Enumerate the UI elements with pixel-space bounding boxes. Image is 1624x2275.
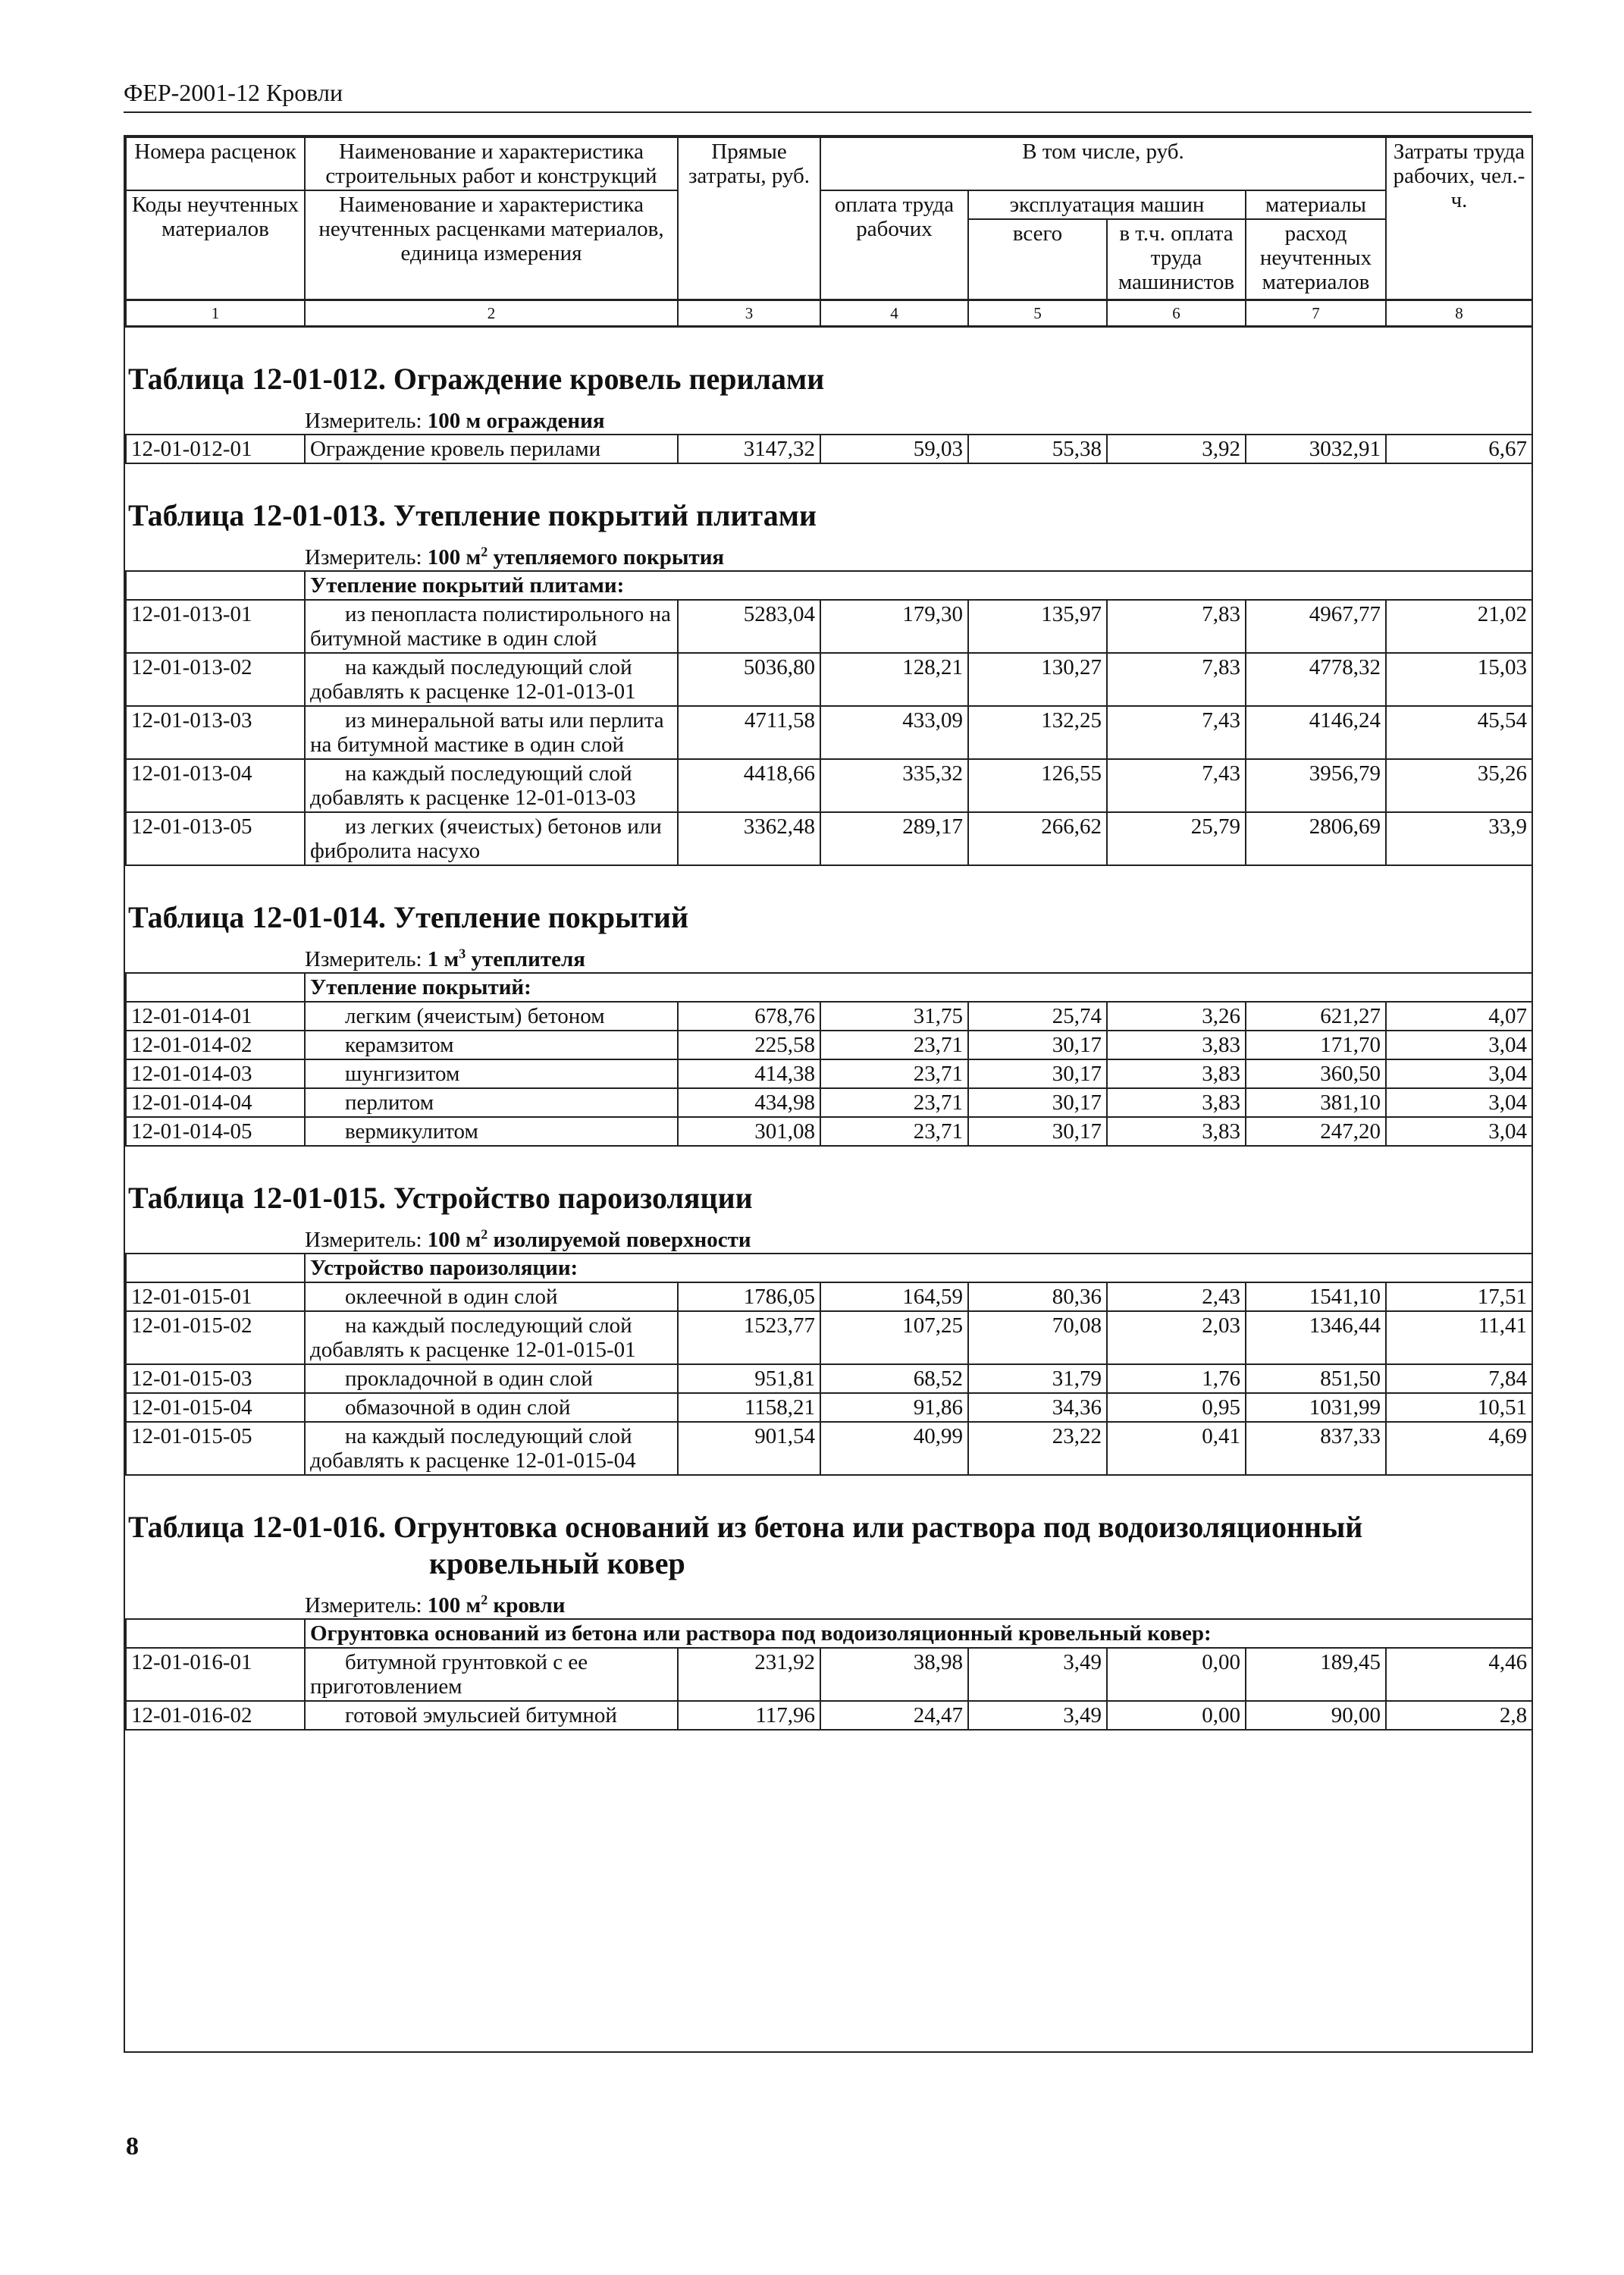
group-row xyxy=(126,973,1532,1002)
rate-name: битумной грунтовкой с ее приготовлением xyxy=(305,1648,678,1701)
operator-pay: 0,00 xyxy=(1107,1701,1246,1730)
worker-pay: 23,71 xyxy=(820,1031,968,1059)
direct-costs: 225,58 xyxy=(678,1031,820,1059)
rate-code: 12-01-014-05 xyxy=(126,1117,305,1146)
operator-pay: 3,83 xyxy=(1107,1059,1246,1088)
table-row xyxy=(126,1393,1532,1422)
col-header-including: В том числе, руб. xyxy=(820,137,1386,190)
rate-name: обмазочной в один слой xyxy=(305,1393,678,1422)
rate-tables xyxy=(125,361,1532,1731)
group-heading: Устройство пароизоляции: xyxy=(305,1254,1532,1282)
direct-costs: 3147,32 xyxy=(678,435,820,463)
materials-cost: 247,20 xyxy=(1246,1117,1386,1146)
unit-value: 1 м xyxy=(427,947,459,971)
col-number: 3 xyxy=(678,300,820,327)
labor-hours: 10,51 xyxy=(1386,1393,1532,1422)
col-header-unaccounted-materials: расход неучтенных материалов xyxy=(1246,219,1386,300)
rate-code: 12-01-015-02 xyxy=(126,1311,305,1364)
table-row xyxy=(126,600,1532,653)
unit-of-measure xyxy=(125,544,1532,570)
labor-hours: 21,02 xyxy=(1386,600,1532,653)
worker-pay: 107,25 xyxy=(820,1311,968,1364)
rate-code: 12-01-013-01 xyxy=(126,600,305,653)
operator-pay: 7,83 xyxy=(1107,600,1246,653)
materials-cost: 837,33 xyxy=(1246,1422,1386,1475)
materials-cost: 1346,44 xyxy=(1246,1311,1386,1364)
group-heading: Утепление покрытий плитами: xyxy=(305,571,1532,600)
col-header-material-codes: Коды неучтенных материалов xyxy=(126,190,305,300)
rate-name: на каждый последующий слой добавлять к расценке 12-01-013-03 xyxy=(305,759,678,812)
direct-costs: 301,08 xyxy=(678,1117,820,1146)
table-title xyxy=(125,361,1532,397)
rate-name: из пенопласта полистирольного на битумной мастике в один слой xyxy=(305,600,678,653)
col-header-material-name: Наименование и характеристика неучтенных расценками материалов, единица измерения xyxy=(305,190,678,300)
rate-name: на каждый последующий слой добавлять к расценке 12-01-015-04 xyxy=(305,1422,678,1475)
unit-label: Измеритель: xyxy=(305,409,428,433)
machines-total: 266,62 xyxy=(968,812,1107,865)
materials-cost: 4146,24 xyxy=(1246,706,1386,759)
table-row xyxy=(126,1648,1532,1701)
table-row xyxy=(126,1059,1532,1088)
worker-pay: 179,30 xyxy=(820,600,968,653)
rate-name: из минеральной ваты или перлита на битумной мастике в один слой xyxy=(305,706,678,759)
unit-value: 100 м xyxy=(427,545,481,570)
operator-pay: 3,83 xyxy=(1107,1117,1246,1146)
rate-name: легким (ячеистым) бетоном xyxy=(305,1002,678,1031)
machines-total: 130,27 xyxy=(968,653,1107,706)
table-title xyxy=(125,1180,1532,1216)
labor-hours: 35,26 xyxy=(1386,759,1532,812)
machines-total: 25,74 xyxy=(968,1002,1107,1031)
unit-label: Измеритель: xyxy=(305,1593,428,1618)
rate-code: 12-01-015-03 xyxy=(126,1364,305,1393)
worker-pay: 38,98 xyxy=(820,1648,968,1701)
direct-costs: 414,38 xyxy=(678,1059,820,1088)
table-row xyxy=(126,1002,1532,1031)
direct-costs: 434,98 xyxy=(678,1088,820,1117)
materials-cost: 90,00 xyxy=(1246,1701,1386,1730)
rate-code: 12-01-013-05 xyxy=(126,812,305,865)
operator-pay: 3,26 xyxy=(1107,1002,1246,1031)
machines-total: 126,55 xyxy=(968,759,1107,812)
table-title-text: Таблица 12-01-014. Утепление покрытий xyxy=(128,900,689,934)
labor-hours: 3,04 xyxy=(1386,1088,1532,1117)
unit-of-measure xyxy=(125,1592,1532,1618)
labor-hours: 6,67 xyxy=(1386,435,1532,463)
group-row xyxy=(126,1619,1532,1648)
machines-total: 30,17 xyxy=(968,1117,1107,1146)
direct-costs: 5283,04 xyxy=(678,600,820,653)
price-sheet xyxy=(124,135,1533,2053)
rate-name: шунгизитом xyxy=(305,1059,678,1088)
rate-code: 12-01-015-04 xyxy=(126,1393,305,1422)
direct-costs: 678,76 xyxy=(678,1002,820,1031)
direct-costs: 117,96 xyxy=(678,1701,820,1730)
direct-costs: 4711,58 xyxy=(678,706,820,759)
worker-pay: 164,59 xyxy=(820,1282,968,1311)
group-spacer xyxy=(126,1619,305,1648)
worker-pay: 23,71 xyxy=(820,1059,968,1088)
col-number: 4 xyxy=(820,300,968,327)
machines-total: 132,25 xyxy=(968,706,1107,759)
direct-costs: 1523,77 xyxy=(678,1311,820,1364)
table-title xyxy=(125,899,1532,936)
operator-pay: 0,41 xyxy=(1107,1422,1246,1475)
rate-code: 12-01-013-04 xyxy=(126,759,305,812)
col-header-work-name: Наименование и характеристика строительных работ и конструкций xyxy=(305,137,678,190)
direct-costs: 3362,48 xyxy=(678,812,820,865)
col-header-materials: материалы xyxy=(1246,190,1386,219)
direct-costs: 5036,80 xyxy=(678,653,820,706)
unit-label: Измеритель: xyxy=(305,947,428,971)
table-row xyxy=(126,812,1532,865)
worker-pay: 68,52 xyxy=(820,1364,968,1393)
unit-description: кровли xyxy=(488,1593,566,1618)
rate-table xyxy=(125,1618,1533,1731)
unit-value: 100 м xyxy=(427,1593,481,1618)
operator-pay: 3,83 xyxy=(1107,1088,1246,1117)
rate-code: 12-01-014-02 xyxy=(126,1031,305,1059)
rate-table-section xyxy=(125,899,1532,1147)
machines-total: 30,17 xyxy=(968,1088,1107,1117)
group-row xyxy=(126,1254,1532,1282)
unit-label: Измеритель: xyxy=(305,545,428,570)
labor-hours: 17,51 xyxy=(1386,1282,1532,1311)
table-row xyxy=(126,1117,1532,1146)
group-spacer xyxy=(126,973,305,1002)
operator-pay: 0,00 xyxy=(1107,1648,1246,1701)
unit-of-measure xyxy=(125,946,1532,972)
col-header-machines-total: всего xyxy=(968,219,1107,300)
labor-hours: 4,69 xyxy=(1386,1422,1532,1475)
col-header-worker-pay: оплата труда рабочих xyxy=(820,190,968,300)
table-title-text: Таблица 12-01-012. Ограждение кровель перилами xyxy=(128,362,825,396)
table-title-text: Таблица 12-01-016. Огрунтовка оснований из бетона или раствора под водоизоляционный xyxy=(128,1510,1363,1544)
materials-cost: 851,50 xyxy=(1246,1364,1386,1393)
rate-code: 12-01-014-03 xyxy=(126,1059,305,1088)
col-header-direct-costs: Прямые затраты, руб. xyxy=(678,137,820,300)
worker-pay: 433,09 xyxy=(820,706,968,759)
machines-total: 80,36 xyxy=(968,1282,1107,1311)
rate-name: готовой эмульсией битумной xyxy=(305,1701,678,1730)
worker-pay: 91,86 xyxy=(820,1393,968,1422)
materials-cost: 4778,32 xyxy=(1246,653,1386,706)
table-row xyxy=(126,653,1532,706)
unit-of-measure xyxy=(125,1227,1532,1253)
operator-pay: 7,43 xyxy=(1107,706,1246,759)
rate-code: 12-01-014-04 xyxy=(126,1088,305,1117)
materials-cost: 189,45 xyxy=(1246,1648,1386,1701)
table-row xyxy=(126,1031,1532,1059)
table-title-text: Таблица 12-01-013. Утепление покрытий плитами xyxy=(128,498,817,532)
operator-pay: 7,83 xyxy=(1107,653,1246,706)
rate-name: из легких (ячеистых) бетонов или фибролита насухо xyxy=(305,812,678,865)
unit-label: Измеритель: xyxy=(305,1228,428,1252)
table-row xyxy=(126,706,1532,759)
rate-code: 12-01-016-01 xyxy=(126,1648,305,1701)
operator-pay: 2,43 xyxy=(1107,1282,1246,1311)
direct-costs: 901,54 xyxy=(678,1422,820,1475)
machines-total: 135,97 xyxy=(968,600,1107,653)
rate-code: 12-01-015-05 xyxy=(126,1422,305,1475)
worker-pay: 24,47 xyxy=(820,1701,968,1730)
labor-hours: 4,46 xyxy=(1386,1648,1532,1701)
group-row xyxy=(126,571,1532,600)
materials-cost: 360,50 xyxy=(1246,1059,1386,1088)
operator-pay: 1,76 xyxy=(1107,1364,1246,1393)
direct-costs: 231,92 xyxy=(678,1648,820,1701)
table-row xyxy=(126,1088,1532,1117)
group-spacer xyxy=(126,1254,305,1282)
labor-hours: 7,84 xyxy=(1386,1364,1532,1393)
rate-code: 12-01-016-02 xyxy=(126,1701,305,1730)
machines-total: 55,38 xyxy=(968,435,1107,463)
group-spacer xyxy=(126,571,305,600)
col-header-labor-costs: Затраты труда рабочих, чел.-ч. xyxy=(1386,137,1532,300)
column-header-table xyxy=(125,136,1533,328)
operator-pay: 3,83 xyxy=(1107,1031,1246,1059)
col-number: 2 xyxy=(305,300,678,327)
rate-name: на каждый последующий слой добавлять к расценке 12-01-013-01 xyxy=(305,653,678,706)
col-number: 1 xyxy=(126,300,305,327)
materials-cost: 3956,79 xyxy=(1246,759,1386,812)
rate-table xyxy=(125,1253,1533,1476)
col-header-rate-numbers: Номера расценок xyxy=(126,137,305,190)
col-header-operator-pay: в т.ч. оплата труда машинистов xyxy=(1107,219,1246,300)
machines-total: 3,49 xyxy=(968,1648,1107,1701)
unit-description: изолируемой поверхности xyxy=(488,1228,751,1252)
rate-name: перлитом xyxy=(305,1088,678,1117)
worker-pay: 128,21 xyxy=(820,653,968,706)
labor-hours: 3,04 xyxy=(1386,1117,1532,1146)
rate-table-section xyxy=(125,1180,1532,1476)
materials-cost: 621,27 xyxy=(1246,1002,1386,1031)
rate-table xyxy=(125,570,1533,866)
rate-code: 12-01-014-01 xyxy=(126,1002,305,1031)
worker-pay: 289,17 xyxy=(820,812,968,865)
unit-exponent: 2 xyxy=(481,544,488,560)
unit-description: утепляемого покрытия xyxy=(488,545,725,570)
worker-pay: 335,32 xyxy=(820,759,968,812)
labor-hours: 3,04 xyxy=(1386,1031,1532,1059)
materials-cost: 1031,99 xyxy=(1246,1393,1386,1422)
machines-total: 30,17 xyxy=(968,1059,1107,1088)
labor-hours: 3,04 xyxy=(1386,1059,1532,1088)
operator-pay: 0,95 xyxy=(1107,1393,1246,1422)
rate-table xyxy=(125,434,1533,464)
materials-cost: 2806,69 xyxy=(1246,812,1386,865)
labor-hours: 2,8 xyxy=(1386,1701,1532,1730)
materials-cost: 381,10 xyxy=(1246,1088,1386,1117)
unit-of-measure xyxy=(125,408,1532,434)
col-header-machines: эксплуатация машин xyxy=(968,190,1246,219)
table-row xyxy=(126,435,1532,463)
labor-hours: 45,54 xyxy=(1386,706,1532,759)
table-row xyxy=(126,1282,1532,1311)
rate-code: 12-01-012-01 xyxy=(126,435,305,463)
table-row xyxy=(126,1311,1532,1364)
machines-total: 31,79 xyxy=(968,1364,1107,1393)
labor-hours: 15,03 xyxy=(1386,653,1532,706)
labor-hours: 4,07 xyxy=(1386,1002,1532,1031)
direct-costs: 4418,66 xyxy=(678,759,820,812)
rate-name: на каждый последующий слой добавлять к расценке 12-01-015-01 xyxy=(305,1311,678,1364)
machines-total: 3,49 xyxy=(968,1701,1107,1730)
worker-pay: 59,03 xyxy=(820,435,968,463)
rate-code: 12-01-013-03 xyxy=(126,706,305,759)
rate-code: 12-01-013-02 xyxy=(126,653,305,706)
direct-costs: 951,81 xyxy=(678,1364,820,1393)
materials-cost: 4967,77 xyxy=(1246,600,1386,653)
rate-code: 12-01-015-01 xyxy=(126,1282,305,1311)
unit-value: 100 м ограждения xyxy=(427,409,605,433)
worker-pay: 23,71 xyxy=(820,1117,968,1146)
rate-table-section xyxy=(125,1509,1532,1731)
machines-total: 23,22 xyxy=(968,1422,1107,1475)
unit-exponent: 2 xyxy=(481,1592,488,1608)
unit-value: 100 м xyxy=(427,1228,481,1252)
operator-pay: 25,79 xyxy=(1107,812,1246,865)
rate-name: прокладочной в один слой xyxy=(305,1364,678,1393)
machines-total: 30,17 xyxy=(968,1031,1107,1059)
col-number: 6 xyxy=(1107,300,1246,327)
col-number: 5 xyxy=(968,300,1107,327)
rate-name: оклеечной в один слой xyxy=(305,1282,678,1311)
direct-costs: 1158,21 xyxy=(678,1393,820,1422)
table-row xyxy=(126,759,1532,812)
table-title xyxy=(125,1509,1532,1582)
document-header: ФЕР-2001-12 Кровли xyxy=(124,79,1532,113)
page-number: 8 xyxy=(126,2132,139,2160)
table-row xyxy=(126,1364,1532,1393)
unit-exponent: 3 xyxy=(459,946,466,962)
materials-cost: 1541,10 xyxy=(1246,1282,1386,1311)
unit-exponent: 2 xyxy=(481,1226,488,1242)
materials-cost: 3032,91 xyxy=(1246,435,1386,463)
machines-total: 70,08 xyxy=(968,1311,1107,1364)
worker-pay: 23,71 xyxy=(820,1088,968,1117)
rate-name: керамзитом xyxy=(305,1031,678,1059)
table-row xyxy=(126,1422,1532,1475)
labor-hours: 11,41 xyxy=(1386,1311,1532,1364)
rate-table-section xyxy=(125,497,1532,866)
operator-pay: 3,92 xyxy=(1107,435,1246,463)
labor-hours: 33,9 xyxy=(1386,812,1532,865)
rate-name: вермикулитом xyxy=(305,1117,678,1146)
worker-pay: 40,99 xyxy=(820,1422,968,1475)
table-title-text: Таблица 12-01-015. Устройство пароизоляции xyxy=(128,1181,753,1215)
machines-total: 34,36 xyxy=(968,1393,1107,1422)
group-heading: Огрунтовка оснований из бетона или раствора под водоизоляционный кровельный ковер: xyxy=(305,1619,1532,1648)
materials-cost: 171,70 xyxy=(1246,1031,1386,1059)
rate-table-section xyxy=(125,361,1532,464)
table-row xyxy=(126,1701,1532,1730)
group-heading: Утепление покрытий: xyxy=(305,973,1532,1002)
table-title xyxy=(125,497,1532,534)
col-number: 7 xyxy=(1246,300,1386,327)
operator-pay: 7,43 xyxy=(1107,759,1246,812)
operator-pay: 2,03 xyxy=(1107,1311,1246,1364)
worker-pay: 31,75 xyxy=(820,1002,968,1031)
rate-name: Ограждение кровель перилами xyxy=(305,435,678,463)
column-number-row xyxy=(126,300,1532,327)
rate-table xyxy=(125,972,1533,1147)
unit-description: утеплителя xyxy=(466,947,585,971)
table-title-continuation: кровельный ковер xyxy=(429,1546,685,1580)
col-number: 8 xyxy=(1386,300,1532,327)
direct-costs: 1786,05 xyxy=(678,1282,820,1311)
